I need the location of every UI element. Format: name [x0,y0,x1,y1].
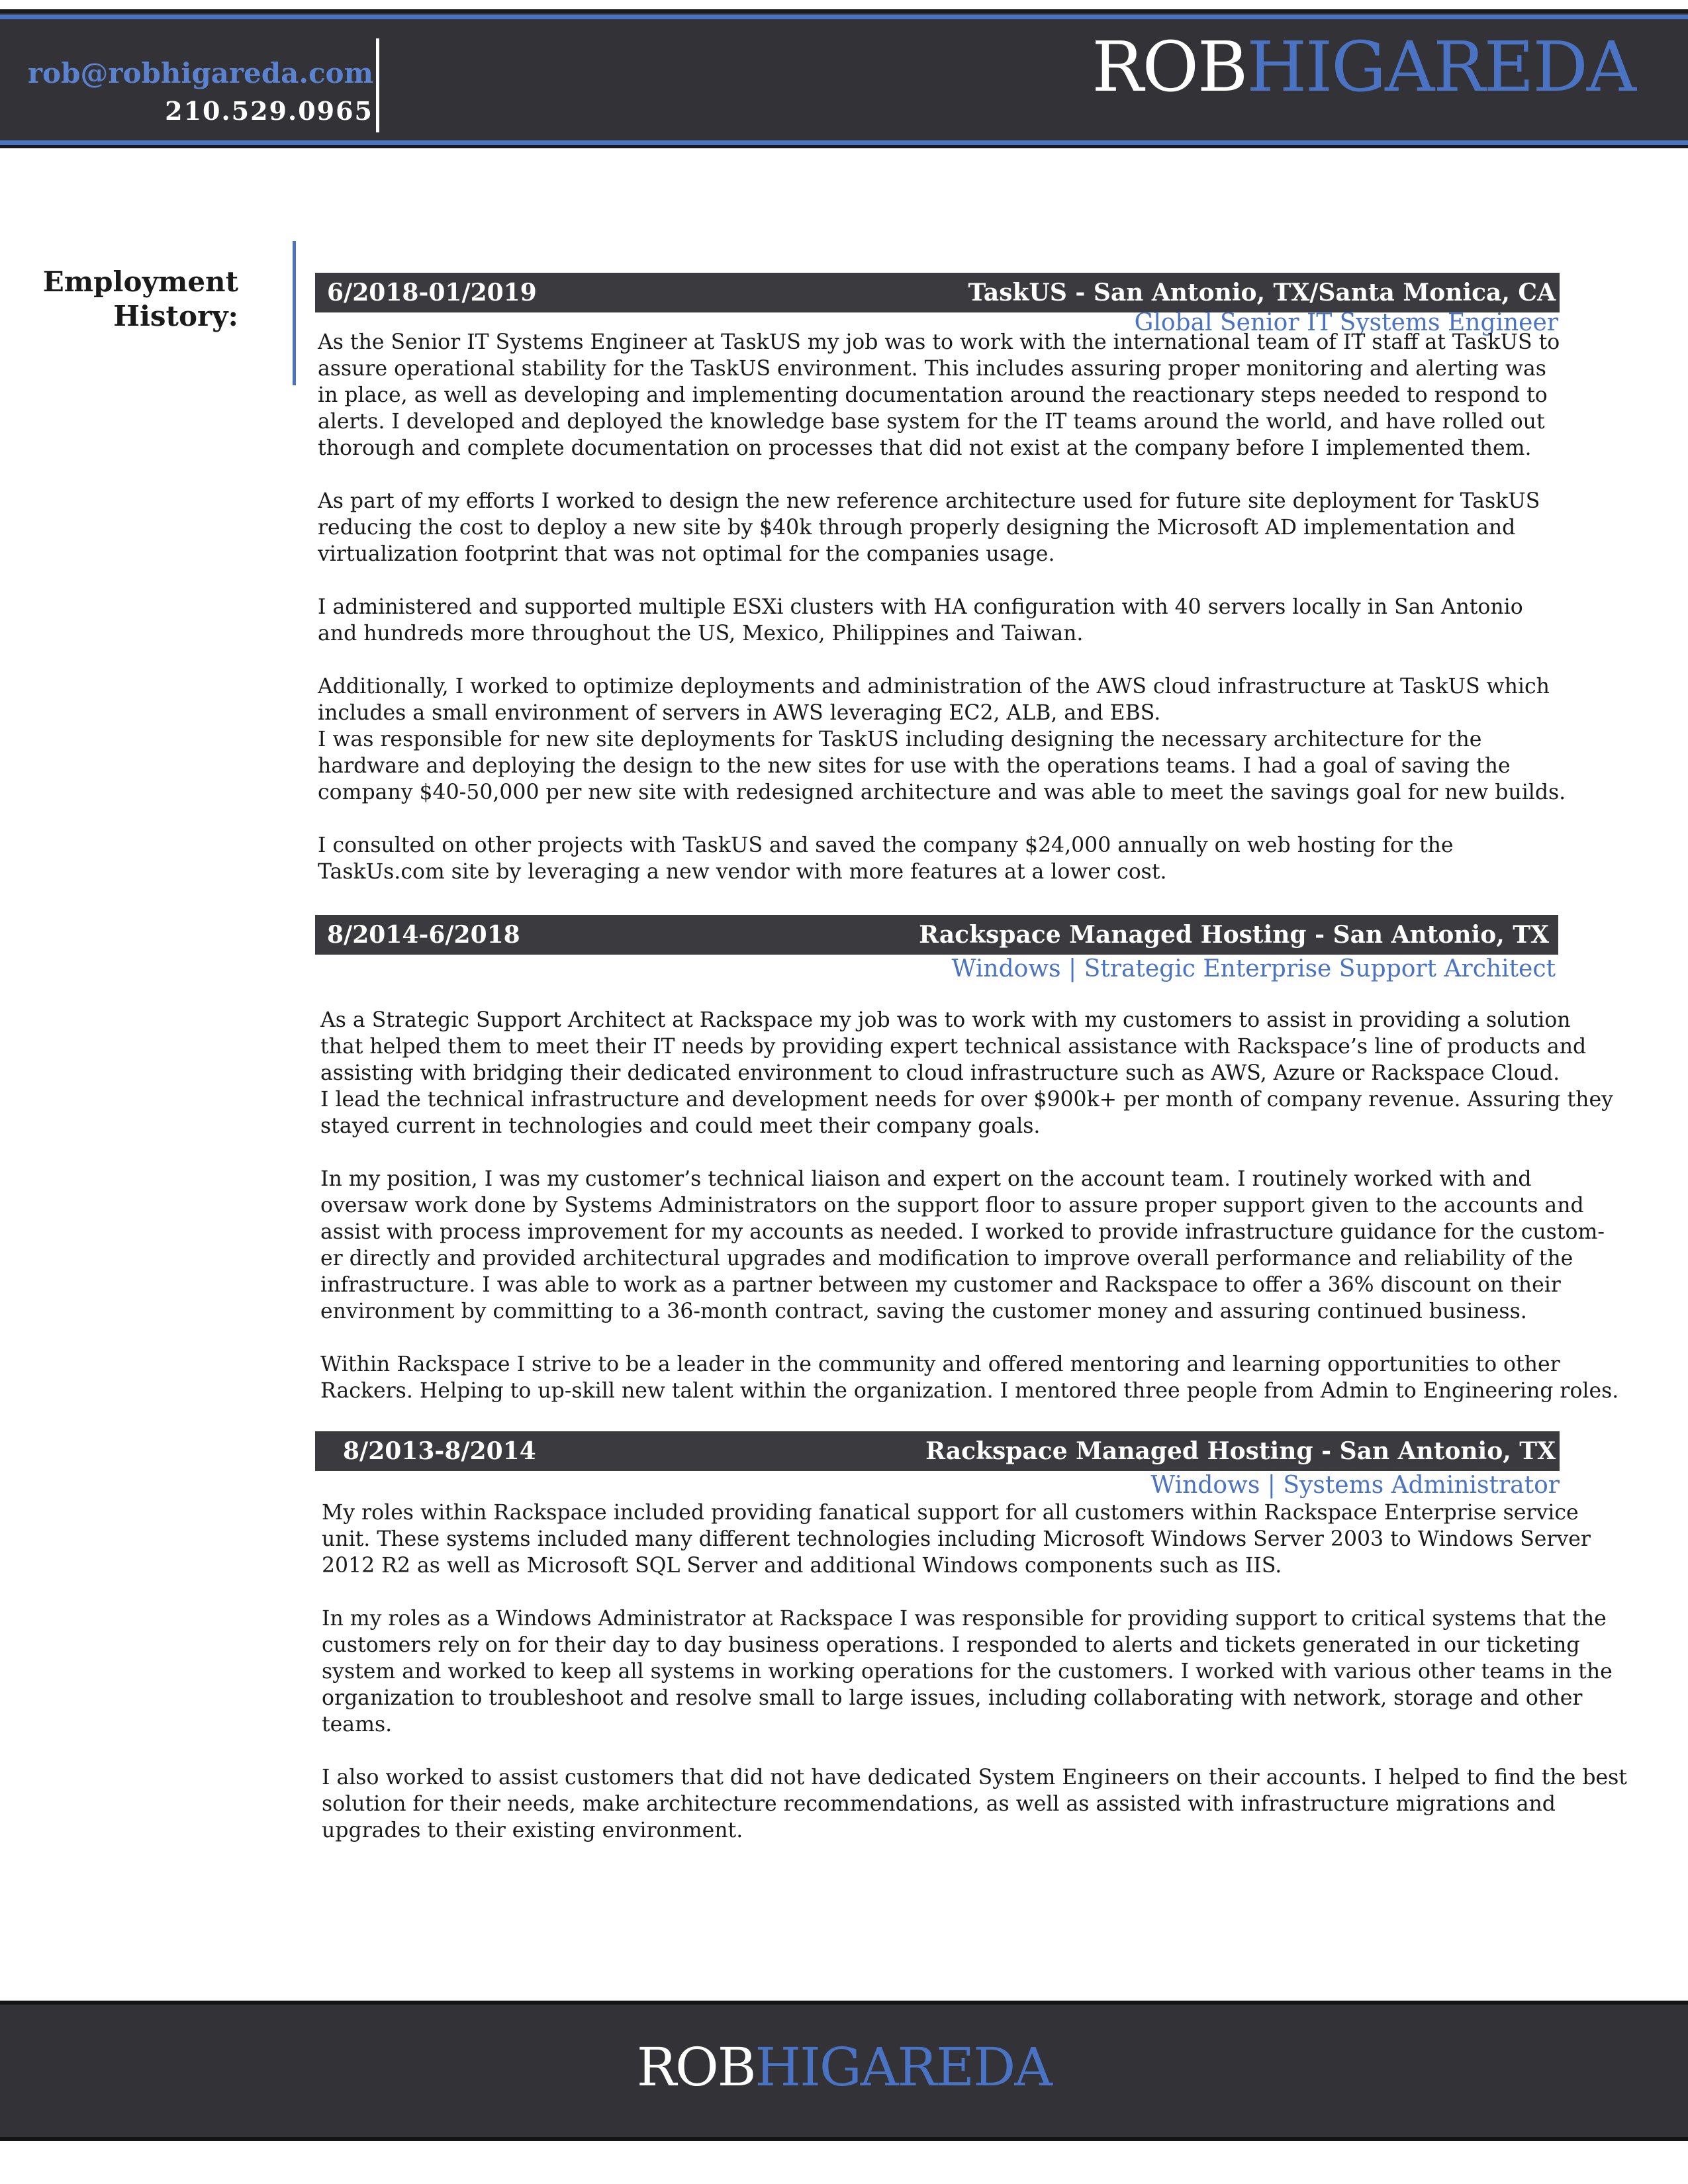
text-line: I lead the technical infrastructure and development needs for over $900k+ per month of company revenue. Assuring they [320,1088,1613,1112]
job-paragraph [318,594,1566,647]
logo-first-name: ROB [1092,26,1247,107]
footer-logo-first-name: ROB [636,2036,755,2098]
footer-logo-last-name: HIGAREDA [755,2036,1052,2098]
text-line: I also worked to assist customers that did not have dedicated System Engineers on their accounts. I helped to find the best [322,1766,1627,1789]
text-line: upgrades to their existing environment. [322,1819,743,1842]
text-line: er directly and provided architectural upgrades and modification to improve overall performance and reliability of the [320,1247,1573,1270]
section-heading-line1: Employment [42,265,238,298]
job-header-bar [315,1431,1560,1471]
text-line: assisting with bridging their dedicated environment to cloud infrastructure such as AWS, Azure or Rackspace Cloud. [320,1061,1560,1085]
text-line: thorough and complete documentation on processes that did not exist at the company before I implemented them. [318,436,1532,460]
job-title: Windows | Strategic Enterprise Support Architect [951,955,1556,982]
text-line: stayed current in technologies and could meet their company goals. [320,1114,1041,1138]
text-line: infrastructure. I was able to work as a partner between my customer and Rackspace to offer a 36% discount on their [320,1273,1561,1297]
text-line: that helped them to meet their IT needs by providing expert technical assistance with Rackspace’s line of products and [320,1035,1587,1059]
text-line: Within Rackspace I strive to be a leader in the community and offered mentoring and learning opportunities to other [320,1353,1560,1376]
text-line: hardware and deploying the design to the new sites for use with the operations teams. I had a goal of saving the [318,754,1511,778]
text-line: I administered and supported multiple ESXi clusters with HA configuration with 40 servers locally in San Antonio [318,595,1523,619]
job-paragraph [318,488,1566,567]
section-heading-line2: History: [113,300,238,332]
text-line: assist with process improvement for my accounts as needed. I worked to provide infrastructure guidance for the custom- [320,1220,1605,1244]
text-line: I was responsible for new site deployments for TaskUS including designing the necessary architecture for the [318,728,1482,751]
text-line: Rackers. Helping to up-skill new talent within the organization. I mentored three people from Admin to Engineering roles. [320,1379,1619,1403]
text-line: alerts. I developed and deployed the knowledge base system for the IT teams around the world, and have rolled out [318,410,1545,434]
text-line: reducing the cost to deploy a new site by $40k through properly designing the Microsoft AD implementation and [318,516,1516,540]
text-line: As the Senior IT Systems Engineer at TaskUS my job was to work with the international team of IT staff at TaskUS to [318,330,1560,354]
text-line: in place, as well as developing and implementing documentation around the reactionary steps needed to respond to [318,383,1548,407]
text-line: and hundreds more throughout the US, Mexico, Philippines and Taiwan. [318,622,1084,645]
section-accent-rule [293,241,296,385]
text-line: solution for their needs, make architecture recommendations, as well as assisted with infrastructure migrations and [322,1792,1556,1816]
contact-divider [376,38,379,132]
text-line: As a Strategic Support Architect at Rackspace my job was to work with my customers to assist in providing a solution [320,1008,1571,1032]
job-paragraph [322,1499,1627,1579]
logo-last-name: HIGAREDA [1246,26,1635,107]
text-line: oversaw work done by Systems Administrators on the support floor to assure proper support given to the accounts and [320,1194,1584,1217]
text-line: organization to troubleshoot and resolve small to large issues, including collaborating with network, storage and other [322,1686,1583,1710]
contact-block [0,54,373,130]
job-paragraph [318,673,1566,806]
job-dates: 8/2014-6/2018 [327,921,520,949]
text-line: customers rely on for their day to day business operations. I responded to alerts and tickets generated in our ticketing [322,1633,1580,1657]
job-header-bar [315,915,1558,955]
contact-email[interactable]: rob@robhigareda.com [27,57,373,89]
text-line: TaskUs.com site by leveraging a new vendor with more features at a lower cost. [318,860,1167,884]
text-line: teams. [322,1713,393,1736]
text-line: I consulted on other projects with TaskUS and saved the company $24,000 annually on web hosting for the [318,833,1454,857]
job-paragraph [318,329,1566,461]
job-header-bar [315,273,1560,312]
text-line: My roles within Rackspace included providing fanatical support for all customers within Rackspace Enterprise service [322,1501,1579,1525]
job-paragraph [320,1351,1618,1404]
text-line: Additionally, I worked to optimize deployments and administration of the AWS cloud infrastructure at TaskUS which [318,675,1550,698]
job-title: Windows | Systems Administrator [1150,1472,1560,1499]
text-line: In my position, I was my customer’s technical liaison and expert on the account team. I routinely worked with and [320,1167,1532,1191]
job-dates: 8/2013-8/2014 [343,1437,536,1465]
job-dates: 6/2018-01/2019 [327,279,537,307]
section-heading [26,265,238,334]
header-accent-rule-top [0,15,1688,19]
text-line: assure operational stability for the TaskUS environment. This includes assuring proper monitoring and alerting was [318,357,1546,381]
text-line: virtualization footprint that was not optimal for the companies usage. [318,542,1055,566]
contact-phone: 210.529.0965 [165,96,373,126]
page-header [0,0,1688,152]
job-title: Global Senior IT Systems Engineer [1134,309,1558,336]
job-description [320,1007,1618,1404]
job-company: TaskUS - San Antonio, TX/Santa Monica, CA [968,279,1556,307]
job-company: Rackspace Managed Hosting - San Antonio, TX [919,921,1549,949]
job-paragraph [318,832,1566,885]
text-line: In my roles as a Windows Administrator at Rackspace I was responsible for providing support to critical systems that the [322,1607,1607,1631]
text-line: environment by committing to a 36-month contract, saving the customer money and assuring continued business. [320,1300,1527,1323]
text-line: As part of my efforts I worked to design the new reference architecture used for future site deployment for TaskUS [318,489,1540,513]
job-paragraph [322,1605,1627,1738]
header-accent-rule-bottom [0,140,1688,145]
text-line: company $40-50,000 per new site with redesigned architecture and was able to meet the savings goal for new builds. [318,781,1566,804]
job-paragraph [320,1007,1618,1139]
page-footer [0,2001,1688,2141]
job-company: Rackspace Managed Hosting - San Antonio, TX [925,1437,1556,1465]
job-paragraph [320,1166,1618,1325]
text-line: 2012 R2 as well as Microsoft SQL Server and additional Windows components such as IIS. [322,1554,1282,1578]
job-paragraph [322,1764,1627,1844]
job-description [318,329,1566,885]
text-line: includes a small environment of servers in AWS leveraging EC2, ALB, and EBS. [318,701,1161,725]
footer-logo [0,2031,1688,2104]
job-description [322,1499,1627,1844]
text-line: unit. These systems included many different technologies including Microsoft Windows Server 2003 to Windows Server [322,1527,1591,1551]
text-line: system and worked to keep all systems in working operations for the customers. I worked with various other teams in the [322,1660,1613,1684]
header-logo [1092,24,1635,110]
